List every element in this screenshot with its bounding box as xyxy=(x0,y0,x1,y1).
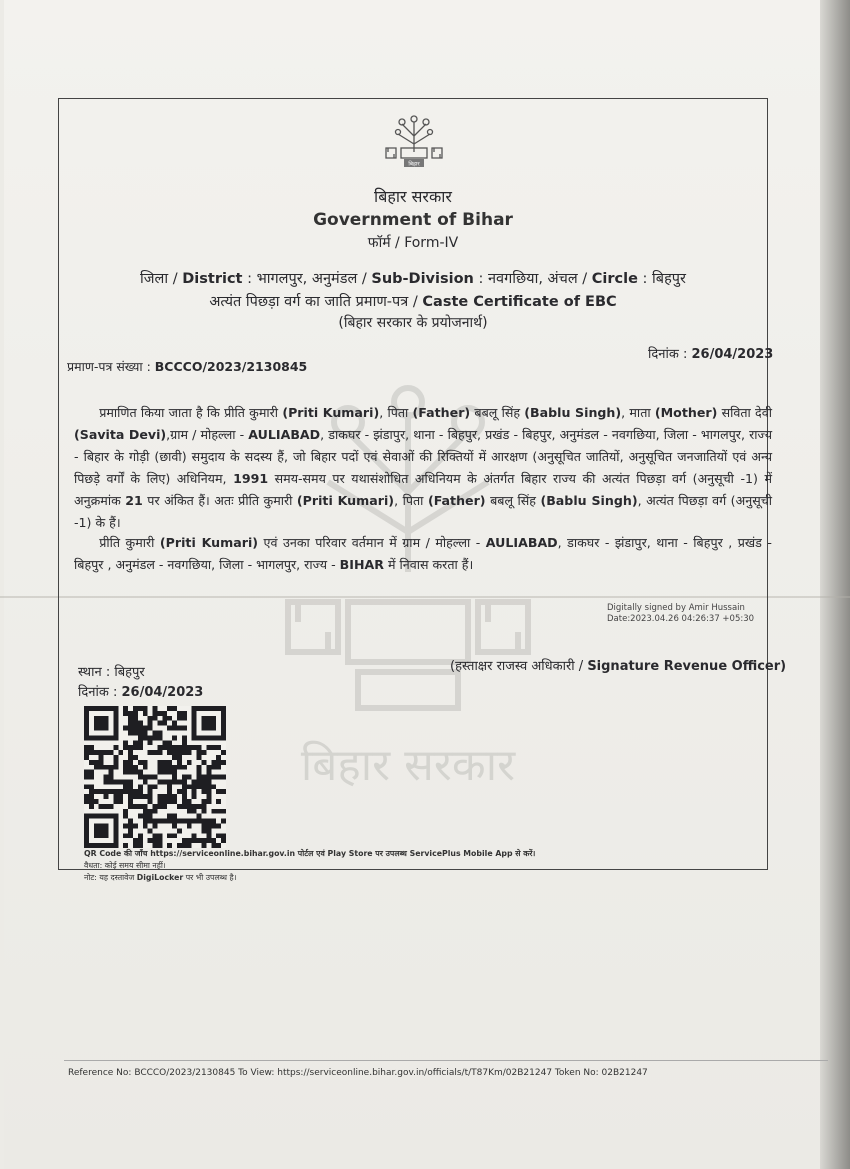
reference-line: Reference No: BCCCO/2023/2130845 To View: https://serviceonline.bihar.gov.in/officials/t/T87Km/02B21247 Token No: 02B21247 xyxy=(68,1068,648,1078)
validity-note: वैधता: कोई समय सीमा नहीं। xyxy=(84,861,166,870)
certificate-body-paragraph: प्रमाणित किया जाता है कि प्रीति कुमारी (Priti Kumari), पिता (Father) बबलू सिंह (Bablu Singh), माता (Mother) सविता देवी (Savita Devi),ग्राम / मोहल्ला - AULIABAD, डाकघर - झंडापुर, थाना - बिहपुर, प्रखंड - बिहपुर, अनुमंडल - नवगछिया, जिला - भागलपुर, राज्य - बिहार के गोड़ी (छावी) समुदाय के सदस्य हैं, जो बिहार पदों एवं सेवाओं की रिक्तियों में आरक्षण (अनुसूचित जातियों, अनुसूचित जनजातियों एवं अन्य पिछड़े वर्गों के लिए) अधिनियम, 1991 समय-समय पर यथासंशोधित अधिनियम के अंतर्गत बिहार राज्य की अत्यंत पिछड़ा वर्ग (अनुसूची -1) में अनुक्रमांक 21 पर अंकित हैं। अतः प्रीति कुमारी (Priti Kumari), पिता (Father) बबलू सिंह (Bablu Singh), अत्यंत पिछड़ा वर्ग (अनुसूची -1) के हैं। xyxy=(74,405,773,530)
issue-date: दिनांक : 26/04/2023 xyxy=(648,347,774,362)
certificate-number: प्रमाण-पत्र संख्या : BCCCO/2023/2130845 xyxy=(67,359,308,374)
digital-signature-signer: Digitally signed by Amir Hussain xyxy=(607,603,745,613)
form-title: फॉर्म / Form-IV xyxy=(367,235,459,251)
signature-label: (हस्ताक्षर राजस्व अधिकारी / Signature Revenue Officer) xyxy=(450,659,787,674)
digilocker-note: नोट: यह दस्तावेज DigiLocker पर भी उपलब्ध है। xyxy=(84,873,237,882)
digital-signature-date: Date:2023.04.26 04:26:37 +05:30 xyxy=(607,614,755,624)
signing-date: दिनांक : 26/04/2023 xyxy=(78,685,204,700)
residence-paragraph: प्रीति कुमारी (Priti Kumari) एवं उनका परिवार वर्तमान में ग्राम / मोहल्ला - AULIABAD, डाकघर - झंडापुर, थाना - बिहपुर , प्रखंड - बिहपुर , अनुमंडल - नवगछिया, जिला - भागलपुर, राज्य - BIHAR में निवास करता हैं। xyxy=(74,535,772,572)
place: स्थान : बिहपुर xyxy=(78,665,145,680)
bihar-emblem-icon xyxy=(384,112,444,168)
certificate-purpose: (बिहार सरकार के प्रयोजनार्थ) xyxy=(338,315,488,331)
hindi-title: बिहार सरकार xyxy=(374,187,452,206)
government-title: Government of Bihar xyxy=(313,210,513,230)
footer-divider xyxy=(64,1060,828,1061)
qr-verification-note: QR Code की जाँच https://serviceonline.bihar.gov.in पोर्टल एवं Play Store पर उपलब्ध ServicePlus Mobile App से करें। xyxy=(84,849,536,858)
verification-notes xyxy=(84,848,535,884)
page-edge-shadow xyxy=(820,0,850,1169)
digital-signature-stamp xyxy=(607,603,754,625)
emblem-label: बिहार xyxy=(408,161,420,168)
watermark-text: बिहार सरकार xyxy=(300,740,516,791)
qr-code[interactable] xyxy=(84,706,226,848)
district-line: जिला / District : भागलपुर, अनुमंडल / Sub-Division : नवगछिया, अंचल / Circle : बिहपुर xyxy=(140,271,686,287)
certificate-title: अत्यंत पिछड़ा वर्ग का जाति प्रमाण-पत्र / Caste Certificate of EBC xyxy=(209,294,617,310)
